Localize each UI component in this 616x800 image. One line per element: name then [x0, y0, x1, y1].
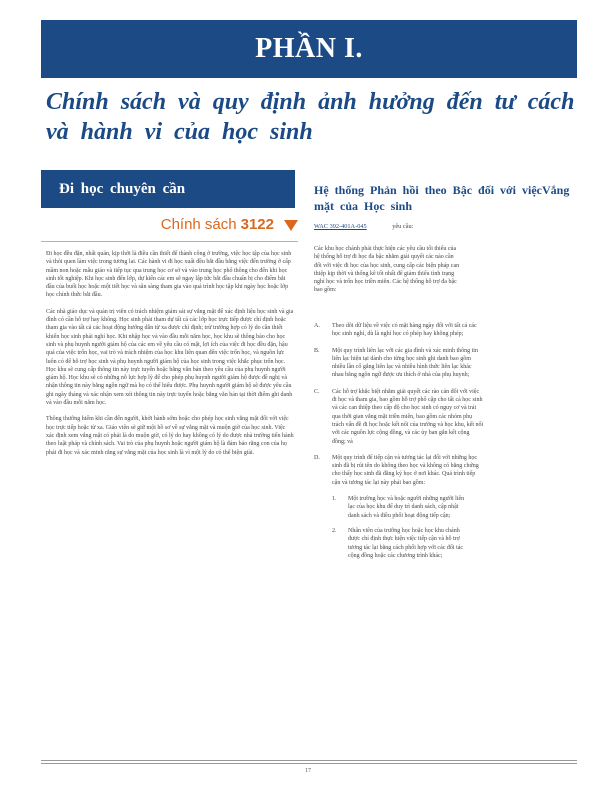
section-title: PHẦN I. — [255, 33, 363, 64]
body-paragraph: Đi học đều đặn, nhất quán, kịp thời là điều cần thiết để thành công ở trường, việc học tập của học sinh và thói quen làm việc trong tương lai. Các hành vi đi học xuất đều bắt đầu bằng việc đến trường ở cấp mầm non hoặc mẫu giáo và tiếp tục qua trung học cơ sở và vào trung học phổ thông cho đến khi học sinh tốt nghiệp. Khi học sinh đến lớp, dự kiến các em sẽ ngay lập tức bắt đầu chuẩn bị cho điểm bắt đầu của buổi học hoặc một tiết học và sẵn sàng tham gia vào quá trình học tập khi ngày học hoặc lớp học chính thức bắt đầu. — [46, 251, 292, 299]
sub-requirements-list — [314, 495, 484, 560]
tiered-system-heading: Hệ thống Phản hồi theo Bậc đối với việcVắng mặt của Học sinh — [314, 183, 570, 213]
wac-code-link[interactable]: WAC 392-401A-045 — [314, 223, 367, 230]
policy-divider — [41, 241, 298, 242]
sub-list-text: Một trường học và hoặc người những người liên lạc của học khu để duy trì danh sách, cập nhật danh sách và điều phối hoạt động tiếp cận; — [348, 496, 465, 519]
policy-label: Chính sách — [160, 216, 237, 233]
body-paragraph: Thông thường hiếm khi cần đến người, khởi hành sớm hoặc cho phép học sinh vắng mặt đối với việc học trực tiếp hoặc từ xa. Giáo viên sẽ giữ một hồ sơ về sự vắng mặt và muộn giờ của học sinh. Việc xác định xem vắng mặt có phải là do muộn giờ, có lý do hay không có lý do được nhà trường tiến hành theo luật pháp và chính sách. Vai trò của phụ huynh hoặc người giám hộ là đảm bảo rằng con của họ phải đi học và xác minh rằng sự vắng mặt của học sinh là vì một lý do có thể biện giải. — [46, 416, 294, 456]
footer-divider — [41, 763, 577, 764]
list-text: Một quy trình liên lạc với các gia đình và xác minh thông tin liên lạc hiện tại dành cho từng học sinh ghi danh bao gồm nhiều lần cố gắng liên lạc và nhiều hình thức liên lạc khác nhau bằng ngôn ngữ được ưu thích ở nhà của phụ huynh; — [332, 347, 478, 379]
page-title: Chính sách và quy định ảnh hưởng đến tư cách và hành vi của học sinh — [46, 89, 575, 145]
wac-reference — [314, 223, 576, 230]
sub-list-marker: 2. — [332, 527, 337, 534]
policy-number: 3122 — [240, 216, 274, 233]
list-text: Theo dõi dữ liệu về việc có mặt hàng ngày đối với tất cả các học sinh nghỉ, dù là nghỉ học có phép hay không phép; — [332, 323, 477, 338]
page-number: 17 — [305, 768, 311, 774]
attendance-header-label: Đi học chuyên cần — [59, 181, 186, 197]
body-paragraph: Các nhà giáo dục và quản trị viên có trách nhiệm giám sát sự vắng mặt để xác định liệu học sinh và gia đình có cần hỗ trợ hay không. Học sinh phải tham dự tất cả các lớp học trực tiếp được chỉ định hoặc tham gia vào tất cả các hoạt động hướng dẫn từ xa được chỉ định; trừ trường hợp có lý do cần thiết khiến học sinh phải nghỉ học. Khi nhập học và vào đầu mỗi năm học, học khu sẽ thông báo cho học sinh và phụ huynh người giám hộ của các em về yêu cầu có mặt, lợi ích của việc đi học đều đặn, hậu quả của việc trốn học, vai trò và trách nhiệm của học khu liên quan đến việc trốn học, và nguồn lực luôn có để hỗ trợ học sinh và phụ huynh người giám hộ của học sinh trong việc khắc phục trốn học. Học khu sẽ cung cấp thông tin này trực tuyến hoặc bằng văn bản theo yêu cầu của phụ huynh người giám hộ. Học khu sẽ có những nỗ lực hợp lý để cho phép phụ huynh người giám hộ được đề nghị và nhận thông tin này bằng ngôn ngữ mà họ có thể hiểu được. Phụ huynh người giám hộ sẽ được yêu cầu ghi ngày tháng và xác nhận xem xét thông tin này trực tuyến hoặc bằng văn bản tại thời điểm ghi danh và vào đầu mỗi năm học. — [46, 308, 294, 407]
list-marker: D. — [314, 454, 320, 461]
list-item — [314, 347, 484, 380]
wac-label: yêu cầu: — [392, 223, 414, 230]
left-column-body — [46, 250, 294, 465]
list-item — [314, 322, 484, 339]
triangle-down-icon — [284, 220, 298, 231]
list-marker: C. — [314, 388, 320, 395]
attendance-header — [41, 170, 295, 208]
footer-divider — [41, 760, 577, 761]
list-marker: B. — [314, 347, 320, 354]
sub-list-marker: 1. — [332, 496, 337, 503]
list-text: Các hỗ trợ khắc biệt nhằm giải quyết các rào cản đối với việc đi học và tham gia, bao gồm hỗ trợ phổ cập cho tất cả học sinh và các can thiệp theo cấp độ cho học sinh có nguy cơ và trải qua thời gian vắng mặt triền miên, bao gồm các nhóm phụ trách vấn đề đi học hoặc kết nối của trường và học khu, kết nối với các nguồn lực cộng đồng, và các ủy ban gắn kết cộng đồng; và — [332, 388, 484, 445]
list-item — [314, 388, 484, 446]
list-marker: A. — [314, 323, 320, 329]
sub-list-text: Nhân viên của trường học hoặc học khu chánh được chỉ định thực hiện việc tiếp cận và hỗ trợ tương tác lại bằng cách phối hợp với các đối tác cộng đồng hoặc các chương trình khác; — [348, 527, 464, 559]
policy-reference — [100, 216, 298, 238]
sub-list-item — [314, 527, 484, 560]
section-banner — [41, 20, 577, 78]
list-item — [314, 454, 484, 487]
list-text: Một quy trình để tiếp cận và tương tác lại đối với những học sinh đã bị rút tên do không theo học và không có bằng chứng cho thấy học sinh đã đăng ký học ở nơi khác. Quá trình tiếp cận và tương tác lại này phải bao gồm: — [332, 454, 479, 486]
requirements-list — [314, 322, 484, 567]
tiered-system-intro: Các khu học chánh phải thực hiện các yêu cầu tối thiểu của hệ thống hỗ trợ đi học đa bậc nhằm giải quyết các nào cần đối với việc đi học của học sinh, cung cấp các biện pháp can thiệp kịp thời và thống kê tốt nhất để giảm thiểu tình trạng nghỉ học và trốn học triền miên. Các hệ thống hỗ trợ đa bậc bao gồm: — [314, 246, 460, 294]
sub-list-item — [314, 495, 484, 520]
